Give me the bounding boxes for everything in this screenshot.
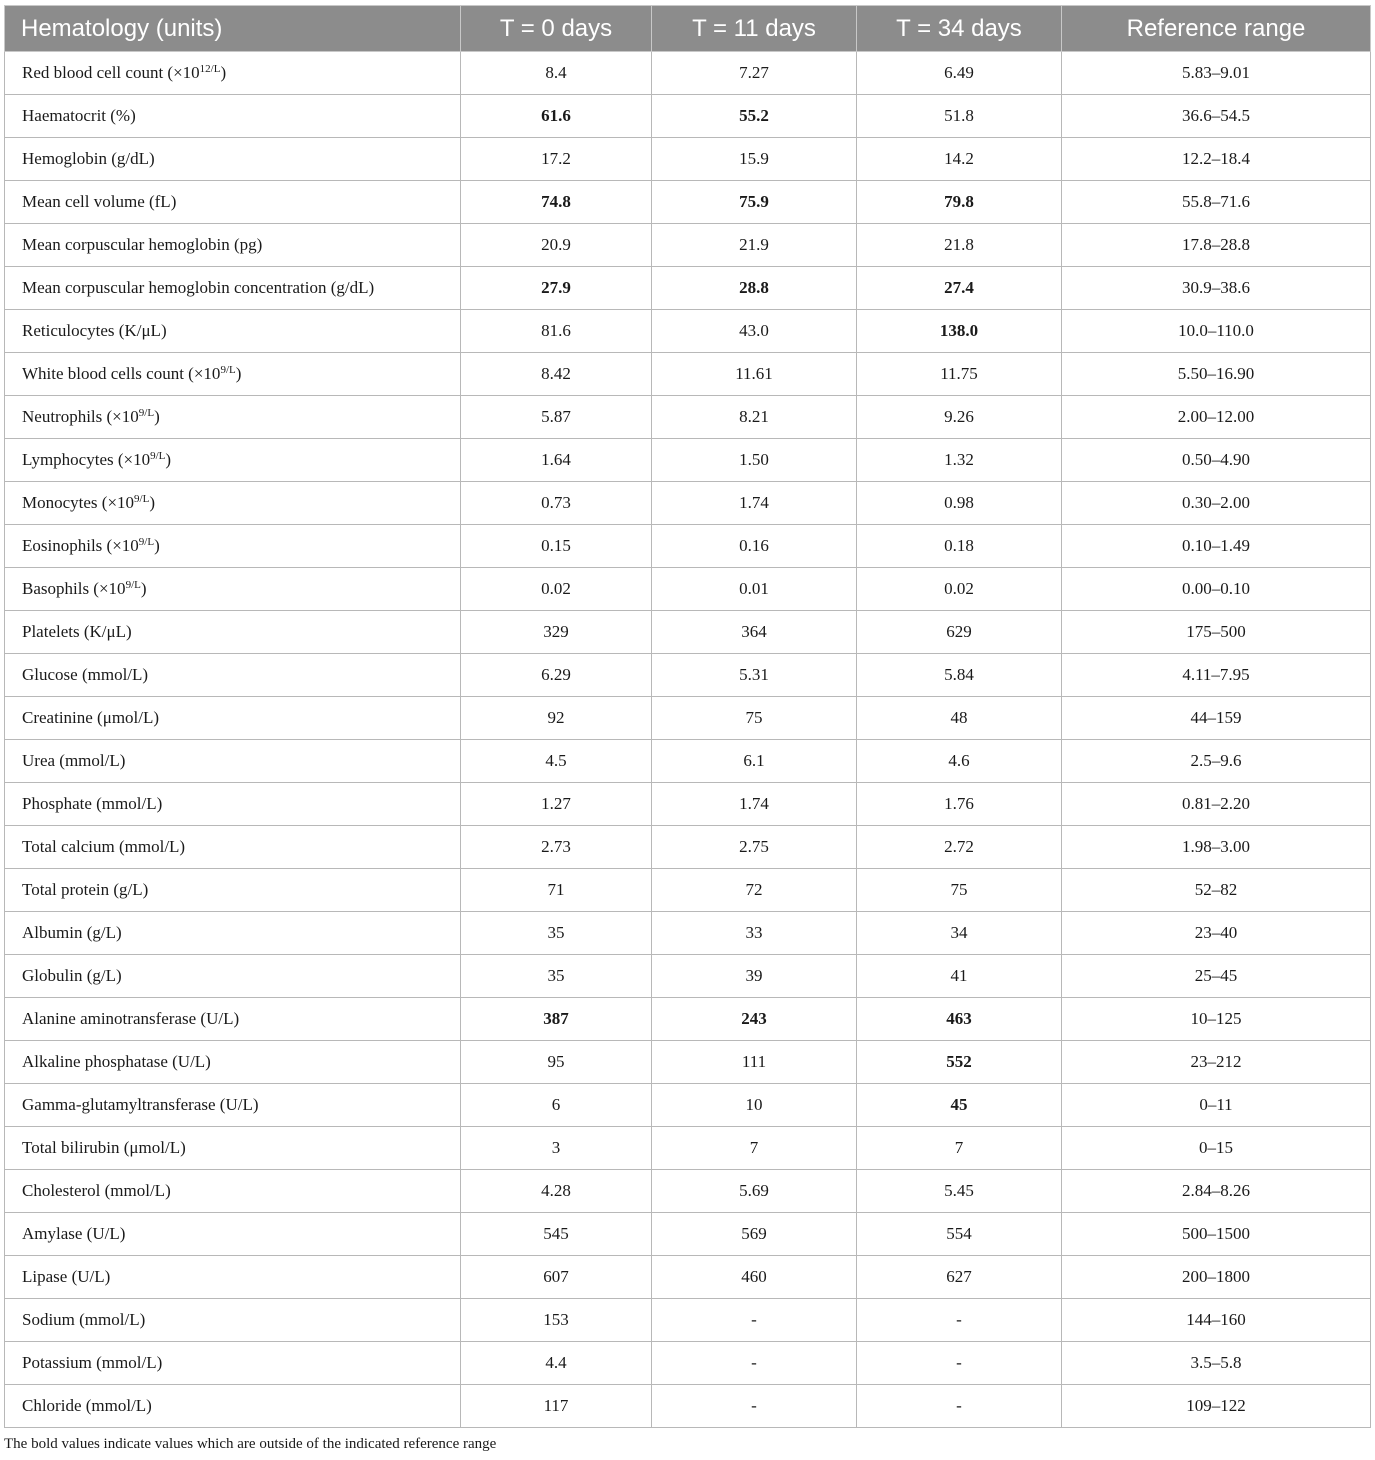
value-t11: 364 — [652, 611, 857, 654]
row-label-unit-exponent: 9/L — [138, 536, 155, 548]
value-t0: 329 — [461, 611, 652, 654]
table-row — [5, 1213, 1371, 1256]
table-header — [5, 6, 1371, 52]
value-t0: 0.15 — [461, 525, 652, 568]
row-label-unit-exponent: 9/L — [125, 579, 141, 591]
row-label — [5, 353, 461, 396]
table-row — [5, 1127, 1371, 1170]
row-label-text: Alanine aminotransferase (U/L) — [22, 1009, 240, 1028]
row-label-text: Eosinophils (×10 — [22, 536, 139, 555]
table-row — [5, 611, 1371, 654]
row-label — [5, 439, 461, 482]
reference-range: 0.00–0.10 — [1062, 568, 1371, 611]
table-row — [5, 267, 1371, 310]
value-t0: 71 — [461, 869, 652, 912]
value-t11: 111 — [652, 1041, 857, 1084]
row-label-unit-exponent: 9/L — [138, 407, 155, 419]
table-row — [5, 353, 1371, 396]
row-label — [5, 998, 461, 1041]
reference-range: 2.5–9.6 — [1062, 740, 1371, 783]
value-t0: 607 — [461, 1256, 652, 1299]
value-t0: 8.42 — [461, 353, 652, 396]
row-label — [5, 1342, 461, 1385]
row-label — [5, 310, 461, 353]
value-t34: 75 — [857, 869, 1062, 912]
value-t0: 1.64 — [461, 439, 652, 482]
reference-range: 500–1500 — [1062, 1213, 1371, 1256]
table-row — [5, 998, 1371, 1041]
row-label — [5, 955, 461, 998]
table-row — [5, 826, 1371, 869]
value-t34: 51.8 — [857, 95, 1062, 138]
row-label-end: ) — [154, 407, 160, 426]
value-t11: - — [652, 1299, 857, 1342]
reference-range: 144–160 — [1062, 1299, 1371, 1342]
value-t34: - — [857, 1385, 1062, 1428]
row-label-text: Reticulocytes (K/μL) — [22, 321, 167, 340]
row-label-end: ) — [220, 63, 227, 82]
value-t0: 92 — [461, 697, 652, 740]
table-row — [5, 482, 1371, 525]
value-t0: 4.4 — [461, 1342, 652, 1385]
row-label-text: Neutrophils (×10 — [22, 407, 139, 426]
row-label-unit-exponent: 9/L — [150, 450, 166, 462]
row-label-text: Amylase (U/L) — [22, 1224, 126, 1243]
value-t0: 17.2 — [461, 138, 652, 181]
row-label-end: ) — [149, 493, 155, 512]
value-t0: 8.4 — [461, 52, 652, 95]
table-body — [5, 52, 1371, 1428]
row-label — [5, 826, 461, 869]
table-row — [5, 1256, 1371, 1299]
table-row — [5, 138, 1371, 181]
row-label — [5, 869, 461, 912]
value-t34: 48 — [857, 697, 1062, 740]
value-t34: 5.45 — [857, 1170, 1062, 1213]
value-t11: 1.50 — [652, 439, 857, 482]
row-label — [5, 138, 461, 181]
table-row — [5, 1342, 1371, 1385]
reference-range: 0.10–1.49 — [1062, 525, 1371, 568]
row-label-text: Albumin (g/L) — [22, 923, 122, 942]
reference-range: 44–159 — [1062, 697, 1371, 740]
row-label — [5, 181, 461, 224]
value-t11: 460 — [652, 1256, 857, 1299]
table-row — [5, 1299, 1371, 1342]
reference-range: 12.2–18.4 — [1062, 138, 1371, 181]
table-row — [5, 439, 1371, 482]
value-t11: - — [652, 1385, 857, 1428]
value-t0: 153 — [461, 1299, 652, 1342]
value-t0: 95 — [461, 1041, 652, 1084]
value-t34: 11.75 — [857, 353, 1062, 396]
value-t34: 79.8 — [857, 181, 1062, 224]
value-t11: 7.27 — [652, 52, 857, 95]
value-t34: 41 — [857, 955, 1062, 998]
reference-range: 5.50–16.90 — [1062, 353, 1371, 396]
value-t34: 138.0 — [857, 310, 1062, 353]
header-parameter: Hematology (units) — [5, 6, 461, 52]
value-t11: 5.31 — [652, 654, 857, 697]
row-label-text: Potassium (mmol/L) — [22, 1353, 163, 1372]
value-t11: 55.2 — [652, 95, 857, 138]
row-label-text: Phosphate (mmol/L) — [22, 794, 163, 813]
table-row — [5, 310, 1371, 353]
value-t0: 0.73 — [461, 482, 652, 525]
table-footnote: The bold values indicate values which are outside of the indicated reference range — [4, 1436, 497, 1452]
table-row — [5, 1041, 1371, 1084]
reference-range: 36.6–54.5 — [1062, 95, 1371, 138]
value-t11: 7 — [652, 1127, 857, 1170]
reference-range: 175–500 — [1062, 611, 1371, 654]
row-label-text: Total calcium (mmol/L) — [22, 837, 186, 856]
value-t0: 0.02 — [461, 568, 652, 611]
row-label-text: Mean corpuscular hemoglobin concentration (g/dL) — [22, 278, 375, 297]
value-t0: 74.8 — [461, 181, 652, 224]
row-label — [5, 568, 461, 611]
row-label-text: Glucose (mmol/L) — [22, 665, 149, 684]
row-label-end: ) — [165, 450, 172, 469]
value-t34: 1.76 — [857, 783, 1062, 826]
value-t0: 81.6 — [461, 310, 652, 353]
row-label-text: Total bilirubin (μmol/L) — [22, 1138, 186, 1157]
value-t34: 14.2 — [857, 138, 1062, 181]
value-t11: 0.01 — [652, 568, 857, 611]
value-t11: 243 — [652, 998, 857, 1041]
reference-range: 1.98–3.00 — [1062, 826, 1371, 869]
value-t34: 4.6 — [857, 740, 1062, 783]
row-label-text: Sodium (mmol/L) — [22, 1310, 146, 1329]
row-label — [5, 740, 461, 783]
value-t0: 20.9 — [461, 224, 652, 267]
value-t11: 43.0 — [652, 310, 857, 353]
table-row — [5, 95, 1371, 138]
value-t0: 1.27 — [461, 783, 652, 826]
value-t0: 6.29 — [461, 654, 652, 697]
value-t11: 1.74 — [652, 482, 857, 525]
row-label — [5, 654, 461, 697]
row-label-unit-exponent: 9/L — [220, 364, 236, 376]
reference-range: 3.5–5.8 — [1062, 1342, 1371, 1385]
value-t11: 8.21 — [652, 396, 857, 439]
value-t34: 21.8 — [857, 224, 1062, 267]
row-label — [5, 1299, 461, 1342]
value-t11: 6.1 — [652, 740, 857, 783]
row-label-text: White blood cells count (×10 — [22, 364, 221, 383]
reference-range: 0–15 — [1062, 1127, 1371, 1170]
reference-range: 109–122 — [1062, 1385, 1371, 1428]
value-t11: 39 — [652, 955, 857, 998]
reference-range: 2.00–12.00 — [1062, 396, 1371, 439]
value-t11: 33 — [652, 912, 857, 955]
value-t0: 35 — [461, 955, 652, 998]
reference-range: 0.30–2.00 — [1062, 482, 1371, 525]
value-t11: 21.9 — [652, 224, 857, 267]
row-label — [5, 611, 461, 654]
value-t34: - — [857, 1342, 1062, 1385]
value-t0: 4.28 — [461, 1170, 652, 1213]
reference-range: 10.0–110.0 — [1062, 310, 1371, 353]
table-row — [5, 181, 1371, 224]
table-row — [5, 1170, 1371, 1213]
value-t34: 552 — [857, 1041, 1062, 1084]
row-label-text: Cholesterol (mmol/L) — [22, 1181, 171, 1200]
row-label-text: Lymphocytes (×10 — [22, 450, 151, 469]
value-t0: 27.9 — [461, 267, 652, 310]
row-label-text: Monocytes (×10 — [22, 493, 135, 512]
row-label-text: Mean cell volume (fL) — [22, 192, 177, 211]
reference-range: 0–11 — [1062, 1084, 1371, 1127]
table-row — [5, 525, 1371, 568]
row-label-end: ) — [140, 579, 147, 598]
row-label-text: Red blood cell count (×10 — [22, 63, 200, 82]
value-t11: 72 — [652, 869, 857, 912]
value-t0: 3 — [461, 1127, 652, 1170]
reference-range: 17.8–28.8 — [1062, 224, 1371, 267]
row-label-text: Urea (mmol/L) — [22, 751, 126, 770]
reference-range: 0.81–2.20 — [1062, 783, 1371, 826]
value-t34: 0.98 — [857, 482, 1062, 525]
row-label — [5, 267, 461, 310]
reference-range: 30.9–38.6 — [1062, 267, 1371, 310]
row-label-text: Mean corpuscular hemoglobin (pg) — [22, 235, 263, 254]
table-row — [5, 740, 1371, 783]
value-t34: 34 — [857, 912, 1062, 955]
row-label-end: ) — [235, 364, 242, 383]
row-label-text: Gamma-glutamyltransferase (U/L) — [22, 1095, 259, 1114]
value-t11: 1.74 — [652, 783, 857, 826]
value-t11: 28.8 — [652, 267, 857, 310]
row-label-text: Hemoglobin (g/dL) — [22, 149, 155, 168]
row-label — [5, 912, 461, 955]
value-t0: 5.87 — [461, 396, 652, 439]
row-label — [5, 52, 461, 95]
value-t11: 5.69 — [652, 1170, 857, 1213]
value-t34: 45 — [857, 1084, 1062, 1127]
row-label-text: Globulin (g/L) — [22, 966, 122, 985]
row-label — [5, 1127, 461, 1170]
value-t0: 117 — [461, 1385, 652, 1428]
reference-range: 200–1800 — [1062, 1256, 1371, 1299]
header-reference-range: Reference range — [1062, 6, 1371, 52]
value-t0: 6 — [461, 1084, 652, 1127]
value-t34: 0.18 — [857, 525, 1062, 568]
reference-range: 2.84–8.26 — [1062, 1170, 1371, 1213]
table-row — [5, 1385, 1371, 1428]
row-label-text: Chloride (mmol/L) — [22, 1396, 152, 1415]
row-label — [5, 1170, 461, 1213]
header-t0: T = 0 days — [461, 6, 652, 52]
value-t34: 2.72 — [857, 826, 1062, 869]
row-label — [5, 1084, 461, 1127]
value-t0: 2.73 — [461, 826, 652, 869]
reference-range: 4.11–7.95 — [1062, 654, 1371, 697]
reference-range: 52–82 — [1062, 869, 1371, 912]
row-label-unit-exponent: 12/L — [199, 63, 221, 75]
value-t0: 387 — [461, 998, 652, 1041]
hematology-table — [4, 5, 1371, 1428]
row-label — [5, 1213, 461, 1256]
row-label — [5, 396, 461, 439]
value-t0: 61.6 — [461, 95, 652, 138]
row-label — [5, 482, 461, 525]
row-label — [5, 1385, 461, 1428]
row-label-text: Haematocrit (%) — [22, 106, 136, 125]
row-label-text: Platelets (K/μL) — [22, 622, 132, 641]
value-t34: 463 — [857, 998, 1062, 1041]
reference-range: 25–45 — [1062, 955, 1371, 998]
hematology-table-container — [4, 5, 1370, 1428]
row-label — [5, 1256, 461, 1299]
value-t34: 7 — [857, 1127, 1062, 1170]
row-label-text: Alkaline phosphatase (U/L) — [22, 1052, 211, 1071]
row-label-text: Basophils (×10 — [22, 579, 126, 598]
table-row — [5, 654, 1371, 697]
value-t34: 9.26 — [857, 396, 1062, 439]
value-t34: - — [857, 1299, 1062, 1342]
value-t34: 629 — [857, 611, 1062, 654]
header-t34: T = 34 days — [857, 6, 1062, 52]
row-label — [5, 783, 461, 826]
table-row — [5, 783, 1371, 826]
table-row — [5, 869, 1371, 912]
reference-range: 0.50–4.90 — [1062, 439, 1371, 482]
value-t11: 75.9 — [652, 181, 857, 224]
table-row — [5, 955, 1371, 998]
table-row — [5, 52, 1371, 95]
value-t34: 1.32 — [857, 439, 1062, 482]
value-t11: 15.9 — [652, 138, 857, 181]
value-t34: 627 — [857, 1256, 1062, 1299]
reference-range: 23–40 — [1062, 912, 1371, 955]
value-t11: 2.75 — [652, 826, 857, 869]
value-t11: 75 — [652, 697, 857, 740]
value-t0: 4.5 — [461, 740, 652, 783]
value-t11: 0.16 — [652, 525, 857, 568]
value-t34: 27.4 — [857, 267, 1062, 310]
value-t11: - — [652, 1342, 857, 1385]
row-label-unit-exponent: 9/L — [134, 493, 150, 505]
value-t34: 554 — [857, 1213, 1062, 1256]
value-t11: 10 — [652, 1084, 857, 1127]
reference-range: 23–212 — [1062, 1041, 1371, 1084]
row-label — [5, 224, 461, 267]
value-t34: 5.84 — [857, 654, 1062, 697]
row-label-text: Lipase (U/L) — [22, 1267, 111, 1286]
reference-range: 5.83–9.01 — [1062, 52, 1371, 95]
value-t0: 35 — [461, 912, 652, 955]
table-row — [5, 697, 1371, 740]
row-label — [5, 697, 461, 740]
value-t0: 545 — [461, 1213, 652, 1256]
header-row — [5, 6, 1371, 52]
row-label — [5, 1041, 461, 1084]
value-t34: 6.49 — [857, 52, 1062, 95]
table-row — [5, 912, 1371, 955]
table-row — [5, 224, 1371, 267]
reference-range: 55.8–71.6 — [1062, 181, 1371, 224]
value-t34: 0.02 — [857, 568, 1062, 611]
row-label-text: Total protein (g/L) — [22, 880, 149, 899]
value-t11: 11.61 — [652, 353, 857, 396]
row-label — [5, 95, 461, 138]
reference-range: 10–125 — [1062, 998, 1371, 1041]
row-label-text: Creatinine (μmol/L) — [22, 708, 160, 727]
row-label — [5, 525, 461, 568]
value-t11: 569 — [652, 1213, 857, 1256]
header-t11: T = 11 days — [652, 6, 857, 52]
table-row — [5, 568, 1371, 611]
table-row — [5, 1084, 1371, 1127]
table-row — [5, 396, 1371, 439]
row-label-end: ) — [154, 536, 160, 555]
